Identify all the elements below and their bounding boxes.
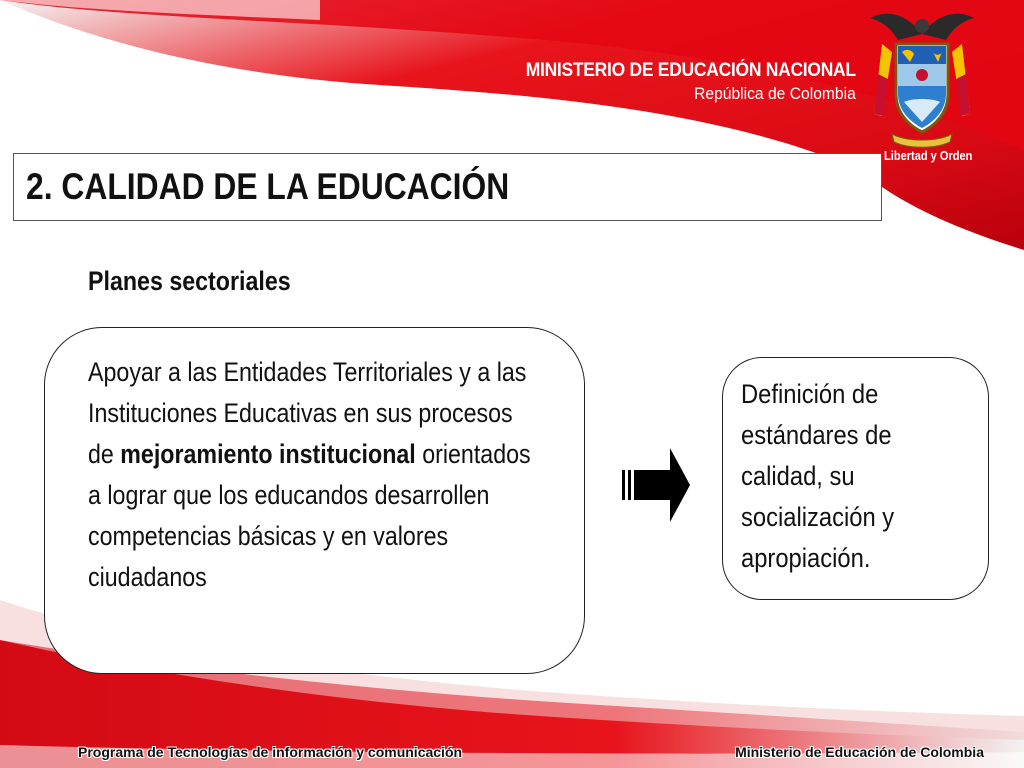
objective-text-bold: mejoramiento institucional bbox=[120, 439, 416, 469]
objective-box bbox=[44, 327, 585, 674]
objective-text-part2: orientados a lograr que los educandos desarrollen competencias básicas y en valores ciudadanos bbox=[88, 439, 531, 592]
title-box bbox=[13, 153, 882, 221]
footer-program: Programa de Tecnologías de información y comunicación bbox=[78, 744, 463, 760]
republic-name: República de Colombia bbox=[694, 84, 856, 103]
ministry-name: MINISTERIO DE EDUCACIÓN NACIONAL bbox=[525, 60, 856, 81]
objective-text-part1: Apoyar a las Entidades Territoriales y a las Instituciones Educativas en sus procesos de bbox=[88, 357, 527, 469]
objective-text bbox=[88, 352, 535, 598]
section-subtitle: Planes sectoriales bbox=[88, 266, 291, 296]
colombia-coat-of-arms-icon bbox=[862, 4, 982, 154]
ministry-header bbox=[497, 60, 856, 104]
result-text: Definición de estándares de calidad, su socialización y apropiación. bbox=[741, 379, 895, 573]
motto: Libertad y Orden bbox=[884, 148, 973, 163]
striped-right-arrow-icon bbox=[620, 446, 692, 524]
slide-title: 2. CALIDAD DE LA EDUCACIÓN bbox=[26, 166, 510, 207]
result-box bbox=[722, 357, 989, 600]
footer-ministry: Ministerio de Educación de Colombia bbox=[735, 744, 984, 760]
